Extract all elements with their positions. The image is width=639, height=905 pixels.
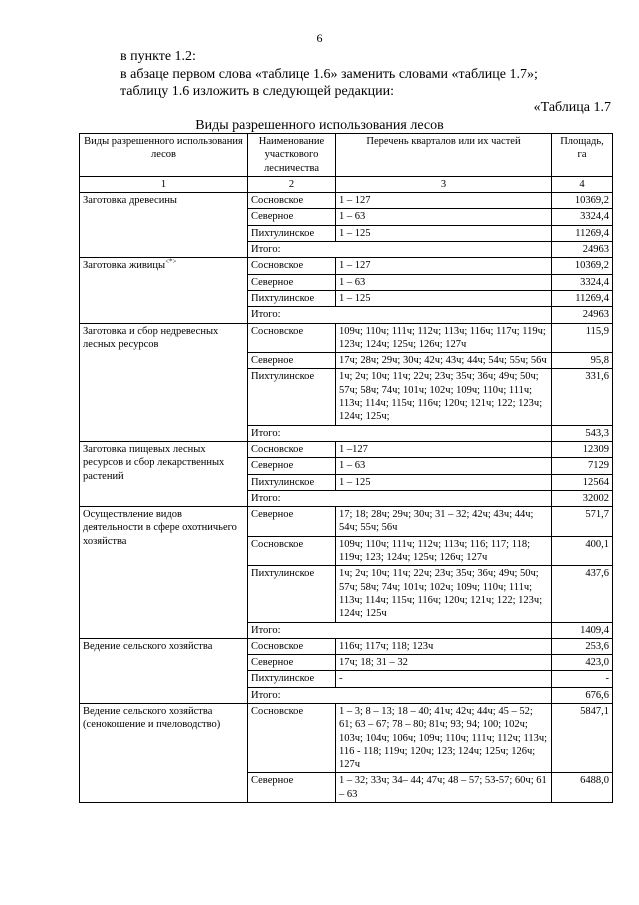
- area-cell: 3324,4: [552, 274, 613, 290]
- forestry-cell: Сосновское: [248, 536, 336, 566]
- total-area-cell: 24963: [552, 242, 613, 258]
- area-cell: 10369,2: [552, 193, 613, 209]
- forestry-cell: Пихтулинское: [248, 369, 336, 425]
- forest-use-table: [79, 133, 613, 803]
- quarters-cell: 1 – 125: [336, 225, 552, 241]
- forestry-cell: Северное: [248, 507, 336, 537]
- area-cell: 400,1: [552, 536, 613, 566]
- quarters-cell: 109ч; 110ч; 111ч; 112ч; 113ч; 116ч; 117ч; 119ч; 123ч; 124ч; 125ч; 126ч; 127ч: [336, 323, 552, 353]
- area-cell: 253,6: [552, 638, 613, 654]
- quarters-cell: 17ч; 28ч; 29ч; 30ч; 42ч; 43ч; 44ч; 54ч; 55ч; 56ч: [336, 353, 552, 369]
- table-row: [80, 193, 613, 209]
- forestry-cell: Пихтулинское: [248, 225, 336, 241]
- area-cell: -: [552, 671, 613, 687]
- forestry-cell: Пихтулинское: [248, 290, 336, 306]
- forestry-cell: Северное: [248, 773, 336, 803]
- forestry-cell: Северное: [248, 655, 336, 671]
- area-cell: 12309: [552, 441, 613, 457]
- use-type-cell: [80, 323, 248, 441]
- use-type-cell: [80, 258, 248, 323]
- area-cell: 12564: [552, 474, 613, 490]
- use-type-label: Ведение сельского хозяйства (сенокошение и пчеловодство): [83, 705, 221, 731]
- quarters-cell: 1 – 125: [336, 290, 552, 306]
- use-type-cell: [80, 441, 248, 506]
- page-number: 6: [316, 31, 323, 45]
- area-cell: 331,6: [552, 369, 613, 425]
- forestry-cell: Пихтулинское: [248, 671, 336, 687]
- forestry-cell: Северное: [248, 274, 336, 290]
- intro-text: [120, 48, 538, 101]
- total-area-cell: 32002: [552, 490, 613, 506]
- forestry-cell: Сосновское: [248, 638, 336, 654]
- area-cell: 11269,4: [552, 290, 613, 306]
- quarters-cell: 1 – 63: [336, 274, 552, 290]
- intro-line: в пункте 1.2:: [120, 49, 196, 64]
- header-use-type: Виды разрешенного использования лесов: [80, 134, 248, 177]
- column-number-row: [80, 176, 613, 192]
- forestry-cell: Пихтулинское: [248, 566, 336, 622]
- use-type-label: Заготовка и сбор недревесных лесных ресурсов: [83, 325, 219, 350]
- area-cell: 5847,1: [552, 703, 613, 772]
- total-area-cell: 24963: [552, 307, 613, 323]
- area-cell: 7129: [552, 458, 613, 474]
- table-reference: «Таблица 1.7: [533, 100, 611, 115]
- quarters-cell: 1 – 63: [336, 458, 552, 474]
- total-label: Итого:: [248, 622, 552, 638]
- total-label: Итого:: [248, 490, 552, 506]
- use-type-cell: [80, 507, 248, 639]
- table-row: [80, 703, 613, 772]
- forestry-cell: Сосновское: [248, 258, 336, 274]
- table-title: Виды разрешенного использования лесов: [195, 118, 444, 133]
- area-cell: 11269,4: [552, 225, 613, 241]
- area-cell: 95,8: [552, 353, 613, 369]
- total-label: Итого:: [248, 307, 552, 323]
- table-row: [80, 441, 613, 457]
- use-type-label: Ведение сельского хозяйства: [83, 640, 213, 652]
- total-area-cell: 1409,4: [552, 622, 613, 638]
- table-header-row: [80, 134, 613, 177]
- forestry-cell: Сосновское: [248, 193, 336, 209]
- area-cell: 437,6: [552, 566, 613, 622]
- use-type-cell: [80, 638, 248, 703]
- forestry-cell: Северное: [248, 353, 336, 369]
- area-cell: 3324,4: [552, 209, 613, 225]
- use-type-label: Заготовка древесины: [83, 195, 177, 207]
- total-label: Итого:: [248, 242, 552, 258]
- column-number: 1: [80, 176, 248, 192]
- table-row: [80, 507, 613, 537]
- quarters-cell: 17ч; 18; 31 – 32: [336, 655, 552, 671]
- intro-line: в абзаце первом слова «таблице 1.6» заменить словами «таблице 1.7»;: [120, 66, 538, 82]
- area-cell: 423,0: [552, 655, 613, 671]
- quarters-cell: -: [336, 671, 552, 687]
- total-area-cell: 676,6: [552, 687, 613, 703]
- column-number: 3: [336, 176, 552, 192]
- total-area-cell: 543,3: [552, 425, 613, 441]
- quarters-cell: 1 – 32; 33ч; 34– 44; 47ч; 48 – 57; 53-57; 60ч; 61 – 63: [336, 773, 552, 803]
- forestry-cell: Пихтулинское: [248, 474, 336, 490]
- footnote-marker: <*>: [165, 257, 177, 266]
- forestry-cell: Северное: [248, 458, 336, 474]
- quarters-cell: 1ч; 2ч; 10ч; 11ч; 22ч; 23ч; 35ч; 36ч; 49ч; 50ч; 57ч; 58ч; 74ч; 101ч; 102ч; 109ч; 110ч; 111ч; 113ч; 114ч; 115ч; 116ч; 120ч; 121ч; 122; 123ч; 124ч; 125ч;: [336, 369, 552, 425]
- area-cell: 115,9: [552, 323, 613, 353]
- forestry-cell: Сосновское: [248, 441, 336, 457]
- intro-line: таблицу 1.6 изложить в следующей редакции:: [120, 84, 395, 99]
- use-type-cell: [80, 703, 248, 802]
- table-body: [80, 193, 613, 803]
- area-cell: 6488,0: [552, 773, 613, 803]
- quarters-cell: 1 – 3; 8 – 13; 18 – 40; 41ч; 42ч; 44ч; 45 – 52; 61; 63 – 67; 78 – 80; 81ч; 93; 94; 100; 102ч; 103ч; 104ч; 106ч; 109ч; 110ч; 111ч; 112ч; 113ч; 116 - 118; 119ч; 120ч; 123; 124ч; 125ч; 126ч; 127ч: [336, 703, 552, 772]
- use-type-label: Осуществление видов деятельности в сфере охотничьего хозяйства: [83, 509, 237, 547]
- forestry-cell: Северное: [248, 209, 336, 225]
- header-quarters: Перечень кварталов или их частей: [336, 134, 552, 177]
- area-cell: 10369,2: [552, 258, 613, 274]
- header-area: Площадь, га: [552, 134, 613, 177]
- total-label: Итого:: [248, 687, 552, 703]
- use-type-label: Заготовка живицы: [83, 260, 166, 272]
- column-number: 4: [552, 176, 613, 192]
- use-type-cell: [80, 193, 248, 258]
- table-row: [80, 323, 613, 353]
- use-type-label: Заготовка пищевых лесных ресурсов и сбор лекарственных растений: [83, 443, 225, 482]
- table-row: [80, 638, 613, 654]
- quarters-cell: 1 –127: [336, 441, 552, 457]
- quarters-cell: 1 – 127: [336, 193, 552, 209]
- forestry-cell: Сосновское: [248, 323, 336, 353]
- area-cell: 571,7: [552, 507, 613, 537]
- quarters-cell: 1ч; 2ч; 10ч; 11ч; 22ч; 23ч; 35ч; 36ч; 49ч; 50ч; 57ч; 58ч; 74ч; 101ч; 102ч; 109ч; 110ч; 111ч; 113ч; 114ч; 115ч; 116ч; 120ч; 121ч; 122; 123ч; 124ч; 125ч: [336, 566, 552, 622]
- column-number: 2: [248, 176, 336, 192]
- header-forestry: Наименование участкового лесничества: [248, 134, 336, 177]
- table-row: [80, 258, 613, 274]
- quarters-cell: 17; 18; 28ч; 29ч; 30ч; 31 – 32; 42ч; 43ч; 44ч; 54ч; 55ч; 56ч: [336, 507, 552, 537]
- forestry-cell: Сосновское: [248, 703, 336, 772]
- quarters-cell: 1 – 63: [336, 209, 552, 225]
- quarters-cell: 109ч; 110ч; 111ч; 112ч; 113ч; 116; 117; 118; 119ч; 123; 124ч; 125ч; 126ч; 127ч: [336, 536, 552, 566]
- quarters-cell: 1 – 127: [336, 258, 552, 274]
- quarters-cell: 1 – 125: [336, 474, 552, 490]
- total-label: Итого:: [248, 425, 552, 441]
- quarters-cell: 116ч; 117ч; 118; 123ч: [336, 638, 552, 654]
